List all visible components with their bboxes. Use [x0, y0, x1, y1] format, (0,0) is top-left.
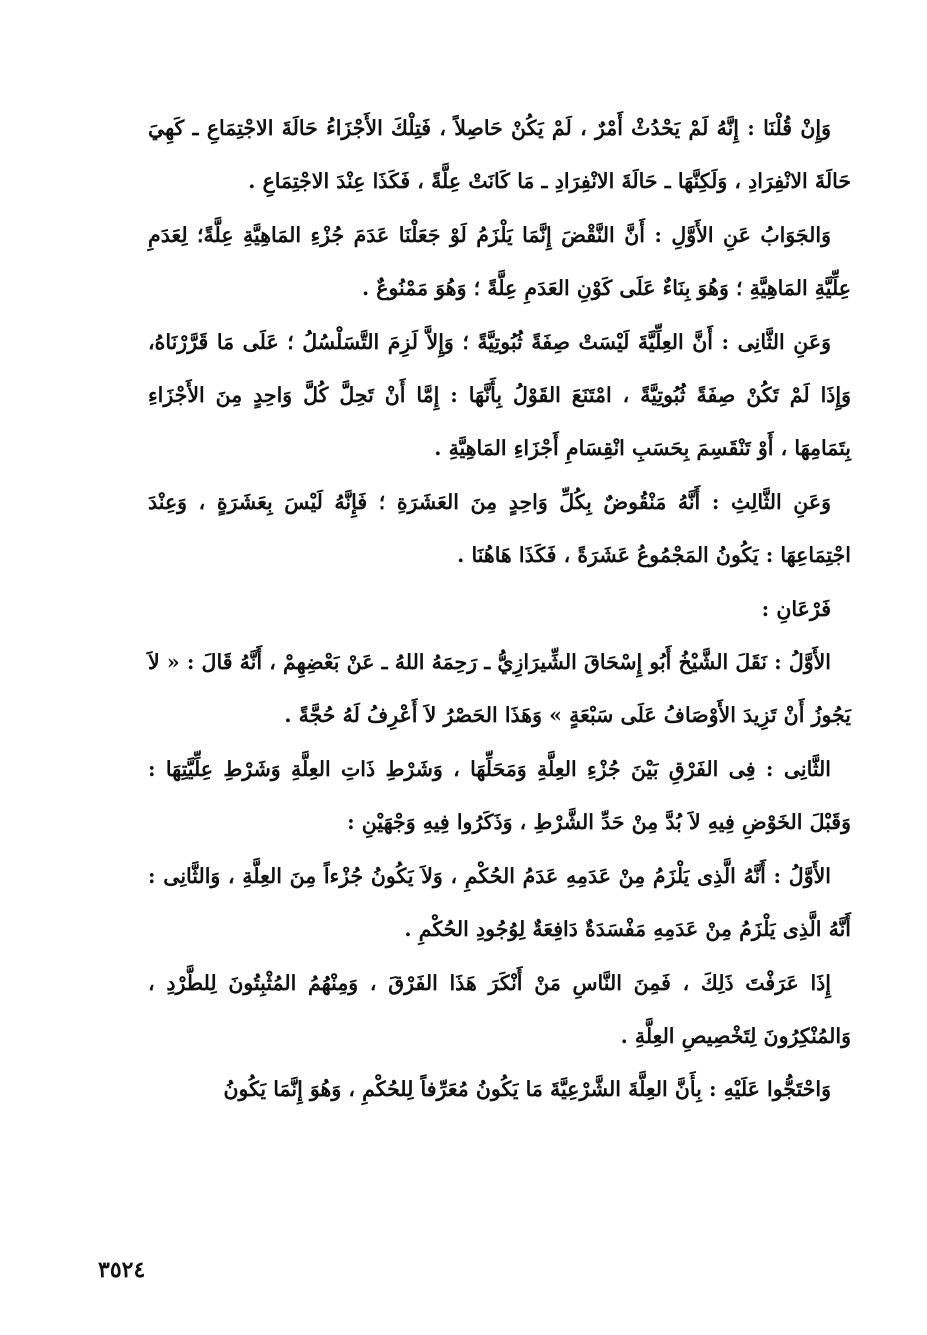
paragraph-7: الأَوَّلُ : أَنَّهُ الَّذِى يَلْزَمُ مِنْ عَدَمِهِ عَدَمُ الحُكْمِ ، وَلاَ يَكُونُ جُزْءاً مِنَ العِلَّةِ ، وَالثَّانِى : أَنَّهُ الَّذِى يَلْزَمُ مِنْ عَدَمِهِ مَفْسَدَةٌ دَافِعَةٌ لِوُجُودِ الحُكْمِ . [148, 863, 851, 942]
section-heading: فَرْعَانِ : [761, 596, 831, 621]
paragraph-6: الثَّانِى : فِى الفَرْقِ بَيْنَ جُزْءِ العِلَّةِ وَمَحَلِّهَا ، وَشَرْطِ ذَاتِ العِلَّةِ وَشَرْطِ عِلِّيَّتِهَا : وَقَبْلَ الخَوْضِ فِيهِ لاَ بُدَّ مِنْ حَدِّ الشَّرْطِ ، وَذَكَرُوا فِيهِ وَجْهَيْنِ : [148, 756, 851, 835]
paragraph-4: وَعَنِ الثَّالِثِ : أَنَّهُ مَنْقُوضٌ بِكُلِّ وَاحِدٍ مِنَ العَشَرَةِ ؛ فَإِنَّهُ لَيْسَ بِعَشَرَةٍ ، وَعِنْدَ اجْتِمَاعِهَا : يَكُونُ المَجْمُوعُ عَشَرَةً ، فَكَذَا هَاهُنَا . [148, 489, 851, 568]
body-text [148, 102, 851, 1117]
paragraph-1: وَإِنْ قُلْنَا : إِنَّهُ لَمْ يَحْدُثْ أَمْرٌ ، لَمْ يَكُنْ حَاصِلاً ، فَتِلْكَ الأَجْزَاءُ حَالَةَ الاجْتِمَاعِ ـ كَهِيَ حَالَةَ الانْفِرَادِ ، وَلَكِنَّهَا ـ حَالَةَ الانْفِرَادِ ـ مَا كَانَتْ عِلَّةً ، فَكَذَا عِنْدَ الاجْتِمَاعِ . [148, 116, 851, 194]
paragraph-5: الأَوَّلُ : نَقَلَ الشَّيْخُ أَبُو إِسْحَاقَ الشِّيرَازِيُّ ـ رَحِمَهُ اللهُ ـ عَنْ بَعْضِهِمْ ، أَنَّهُ قَالَ : « لاَ يَجُوزُ أَنْ تَزِيدَ الأَوْصَافُ عَلَى سَبْعَةٍ » وَهَذَا الحَصْرُ لاَ أَعْرِفُ لَهُ حُجَّةً . [148, 650, 851, 728]
paragraph-2: وَالجَوَابُ عَنِ الأَوَّلِ : أَنَّ النَّقْضَ إِنَّمَا يَلْزَمُ لَوْ جَعَلْنَا عَدَمَ جُزْءِ المَاهِيَّةِ عِلَّةً؛ لِعَدَمِ عِلِّيَّةِ المَاهِيَّةِ ؛ وَهُوَ بِنَاءٌ عَلَى كَوْنِ العَدَمِ عِلَّةً ؛ وَهُوَ مَمْنُوعٌ . [148, 222, 851, 301]
page-number: ٣٥٢٤ [98, 1257, 146, 1283]
paragraph-9: وَاحْتَجُّوا عَلَيْهِ : بِأَنَّ العِلَّةَ الشَّرْعِيَّةَ مَا يَكُونُ مُعَرِّفاً لِلحُكْمِ ، وَهُوَ إِنَّمَا يَكُونُ [223, 1077, 831, 1102]
paragraph-3: وَعَنِ الثَّانِى : أَنَّ العِلِّيَّةَ لَيْسَتْ صِفَةً ثُبُوتِيَّةً ؛ وَإِلاَّ لَزِمَ التَّسَلْسُلُ ؛ عَلَى مَا قَرَّرْنَاهُ، وَإِذَا لَمْ تَكُنْ صِفَةً ثُبُوتِيَّةً ، امْتَنَعَ القَوْلُ بِأَنَّهَا : إِمَّا أَنْ تَحِلَّ كُلَّ وَاحِدٍ مِنَ الأَجْزَاءِ بِتَمَامِهَا ، أَوْ تَنْقَسِمَ بِحَسَبِ انْقِسَامِ أَجْزَاءِ المَاهِيَّةِ . [148, 329, 851, 461]
paragraph-8: إِذَا عَرَفْتَ ذَلِكَ ، فَمِنَ النَّاسِ مَنْ أَنْكَرَ هَذَا الفَرْقَ ، وَمِنْهُمُ المُثْبِتُونَ لِلطَّرْدِ ، وَالمُنْكِرُونَ لِتَخْصِيصِ العِلَّةِ . [148, 970, 851, 1048]
